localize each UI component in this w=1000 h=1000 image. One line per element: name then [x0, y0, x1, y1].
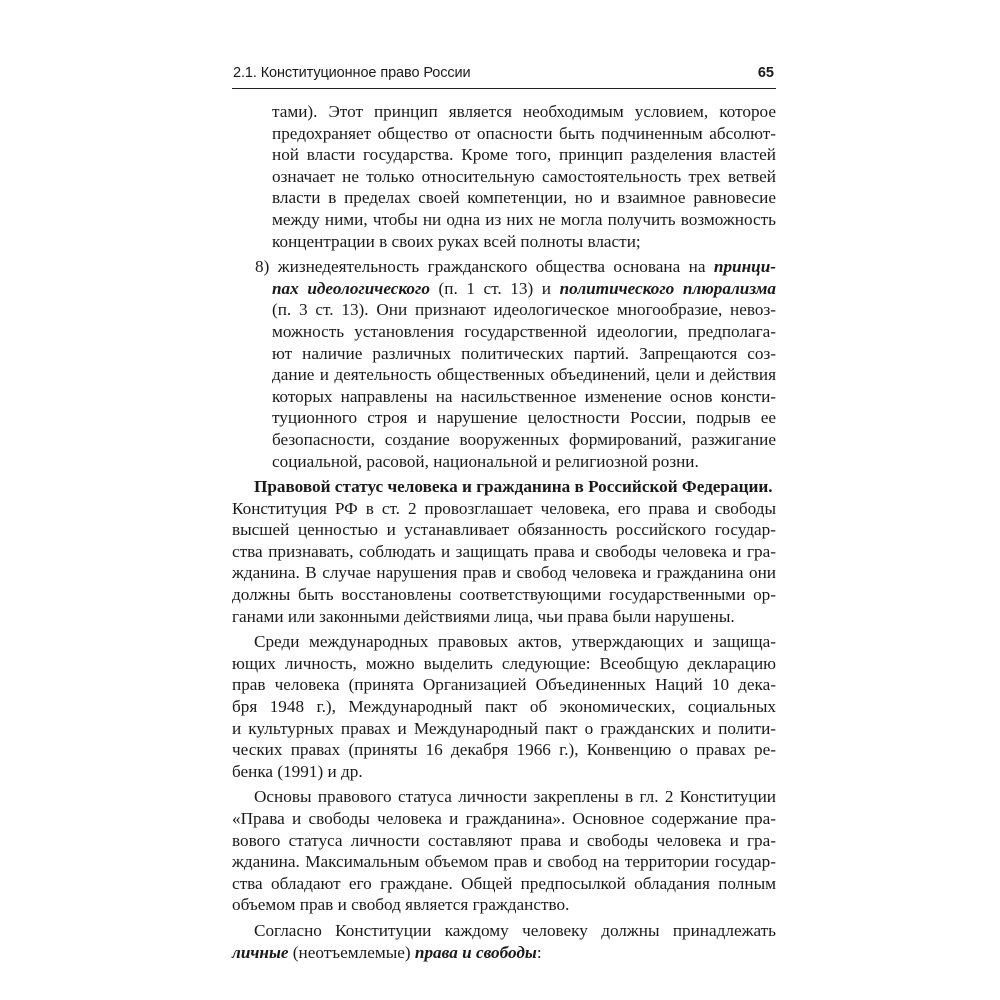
emphasis: политического плюрализма [559, 278, 776, 298]
text-line: которых направлены на насильственное изменение основ консти- [272, 386, 776, 406]
text-line: и культурных правах и Международный пакт о гражданских и полити- [232, 718, 776, 738]
emphasis: пах идеологического [272, 278, 430, 298]
text-line: ют наличие различных политических партий. Запрещаются соз- [272, 343, 776, 363]
text-line: ющих личность, можно выделить следующие: Всеобщую декларацию [232, 653, 776, 673]
text-line: дание и деятельность общественных объединений, цели и действия [272, 365, 776, 385]
text-line [232, 278, 776, 300]
text-line: безопасности, создание вооруженных формирований, разжигание [272, 429, 776, 449]
text-line: можность установления государственной идеологии, предполага- [272, 321, 776, 341]
section-title: 2.1. Конституционное право России [233, 65, 471, 81]
text-line: бенка (1991) и др. [232, 761, 363, 781]
text-line: туционного строя и нарушение целостности России, подрыв ее [272, 408, 776, 428]
paragraph-personal-rights [232, 920, 776, 963]
text-line [232, 942, 776, 964]
emphasis: принци- [713, 257, 776, 277]
page-number: 65 [757, 65, 774, 81]
text-line: объемом прав и свобод является гражданство. [232, 895, 570, 915]
text-line: Основы правового статуса личности закреплены в гл. 2 Конституции [254, 787, 776, 807]
text-line: Конституция РФ в ст. 2 провозглашает человека, его права и свободы [232, 498, 776, 518]
text-line: должны быть восстановлены соответствующими государственными ор- [232, 585, 776, 605]
text-line [232, 256, 776, 278]
text-line: прав человека (принята Организацией Объединенных Наций 10 дека- [232, 675, 776, 695]
text-line: жданина. Максимальным объемом прав и свобод на территории государ- [232, 852, 776, 872]
paragraph-legal-status [232, 476, 776, 627]
text-line: вового статуса личности составляют права и свободы человека и гра- [232, 830, 776, 850]
text-line: ства обладают его граждане. Общей предпосылкой обладания полным [232, 873, 776, 893]
text-line: бря 1948 г.), Международный пакт об экономических, социальных [232, 697, 776, 717]
page-body [232, 101, 776, 963]
heading-text: Правовой статус человека и гражданина в Российской Федерации. [254, 477, 773, 497]
text-span: жизнедеятельность гражданского общества основана на [277, 257, 714, 277]
text-span: (п. 1 ст. 13) и [429, 278, 560, 298]
text-line: ческих правах (приняты 16 декабря 1966 г.), Конвенцию о правах ре- [232, 740, 776, 760]
paragraph-heading [232, 476, 776, 498]
book-page [232, 60, 776, 963]
text-line: социальной, расовой, национальной и религиозной розни. [272, 451, 699, 471]
text-span: (неотъемлемые) [288, 942, 415, 962]
text-line: предохраняет общество от опасности быть подчиненным абсолют- [272, 123, 776, 143]
text-line: означает не только относительную самостоятельность трех ветвей [272, 166, 776, 186]
emphasis: права и свободы [414, 942, 537, 962]
emphasis: личные [232, 942, 289, 962]
text-line: ства признавать, соблюдать и защищать права и свободы человека и гра- [232, 541, 776, 561]
text-line: между ними, чтобы ни одна из них не могла получить возможность [272, 209, 776, 229]
list-item-7-continuation [232, 101, 776, 252]
text-line: ганами или законными действиями лица, чьи права были нарушены. [232, 606, 735, 626]
text-line: тами). Этот принцип является необходимым условием, которое [272, 102, 776, 121]
paragraph-legal-status-basics [232, 786, 776, 916]
list-item-8 [232, 256, 776, 472]
text-line: «Права и свободы человека и гражданина». Основное содержание пра- [232, 809, 776, 828]
running-header [232, 60, 776, 89]
list-number: 8) [255, 257, 270, 277]
text-line: концентрации в своих руках всей полноты власти; [272, 231, 641, 251]
text-line: Среди международных правовых актов, утверждающих и защища- [254, 632, 776, 652]
text-span: : [536, 942, 542, 962]
text-line: ной власти государства. Кроме того, принцип разделения властей [272, 145, 776, 165]
paragraph-international-acts [232, 631, 776, 782]
text-line: (п. 3 ст. 13). Они признают идеологическое многообразие, невоз- [272, 300, 776, 320]
text-line: жданина. В случае нарушения прав и свобод человека и гражданина они [232, 563, 776, 583]
text-line: высшей ценностью и устанавливает обязанность российского государ- [232, 520, 776, 540]
text-line: власти в пределах своей компетенции, но и взаимное равновесие [272, 188, 776, 208]
text-line: Согласно Конституции каждому человеку должны принадлежать [254, 920, 776, 940]
